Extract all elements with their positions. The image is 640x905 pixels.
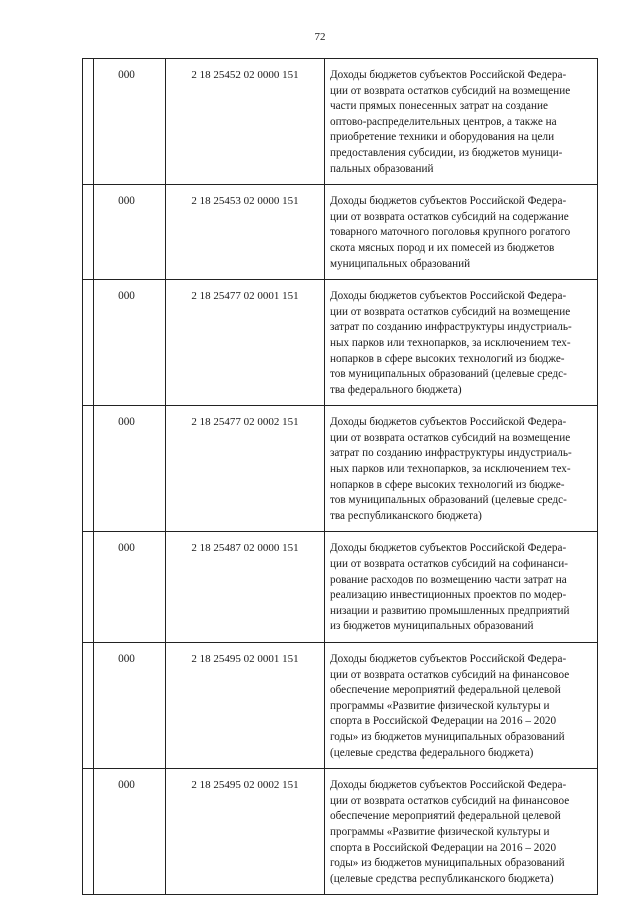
description-line: Доходы бюджетов субъектов Российской Федера- xyxy=(330,416,567,429)
kbk-code-cell: 2 18 25453 02 0000 151 xyxy=(166,185,325,280)
description-line: (целевые средства республиканского бюджета) xyxy=(330,872,554,885)
description-cell xyxy=(325,769,598,895)
table-row xyxy=(83,532,598,643)
description-cell xyxy=(325,643,598,769)
table-row xyxy=(83,406,598,532)
description-line: (целевые средства федерального бюджета) xyxy=(330,746,534,759)
description-line: части прямых понесенных затрат на создание xyxy=(330,100,548,113)
admin-code-cell: 000 xyxy=(94,59,166,185)
table-row xyxy=(83,769,598,895)
kbk-code-cell: 2 18 25477 02 0002 151 xyxy=(166,406,325,532)
description-line: ции от возврата остатков субсидий на финансовое xyxy=(330,794,570,807)
description-line: программы «Развитие физической культуры и xyxy=(330,825,550,838)
blank-cell xyxy=(83,280,94,406)
description-cell xyxy=(325,185,598,280)
description-line: товарного маточного поголовья крупного рогатого xyxy=(330,226,571,239)
kbk-code-cell: 2 18 25495 02 0002 151 xyxy=(166,769,325,895)
description-line: оптово-распределительных центров, а также на xyxy=(330,115,557,128)
description-line: нопарков в сфере высоких технологий из бюдже- xyxy=(330,478,565,491)
admin-code-cell: 000 xyxy=(94,769,166,895)
description-line: тов муниципальных образований (целевые средс- xyxy=(330,494,567,507)
description-line: скота мясных пород и их помесей из бюджетов xyxy=(330,241,555,254)
description-line: пальных образований xyxy=(330,162,434,175)
description-line: Доходы бюджетов субъектов Российской Федера- xyxy=(330,653,567,665)
description-line: тва федерального бюджета) xyxy=(330,383,462,396)
description-line: реализацию инвестиционных проектов по модер- xyxy=(330,589,567,602)
description-line: приобретение техники и оборудования на цели xyxy=(330,131,555,144)
description-cell xyxy=(325,59,598,185)
description-line: спорта в Российской Федерации на 2016 – 2020 xyxy=(330,715,557,728)
table-row xyxy=(83,59,598,185)
description-line: затрат по созданию инфраструктуры индустриаль- xyxy=(330,447,572,460)
description-line: ции от возврата остатков субсидий на возмещение xyxy=(330,305,571,318)
page-number: 72 xyxy=(314,31,326,43)
description-line: затрат по созданию инфраструктуры индустриаль- xyxy=(330,321,572,334)
blank-cell xyxy=(83,769,94,895)
admin-code-cell: 000 xyxy=(94,532,166,643)
description-line: предоставления субсидии, из бюджетов муници- xyxy=(330,146,563,159)
description-line: Доходы бюджетов субъектов Российской Федера- xyxy=(330,69,567,81)
description-line: ции от возврата остатков субсидий на софинанси- xyxy=(330,558,568,571)
blank-cell xyxy=(83,59,94,185)
description-line: обеспечение мероприятий федеральной целевой xyxy=(330,684,561,697)
description-line: обеспечение мероприятий федеральной целевой xyxy=(330,810,561,823)
description-line: из бюджетов муниципальных образований xyxy=(330,620,534,633)
description-cell xyxy=(325,280,598,406)
table-body xyxy=(83,59,598,895)
description-cell xyxy=(325,406,598,532)
description-line: ции от возврата остатков субсидий на содержание xyxy=(330,210,569,223)
blank-cell xyxy=(83,532,94,643)
description-line: рование расходов по возмещению части затрат на xyxy=(330,573,567,586)
blank-cell xyxy=(83,406,94,532)
table-row xyxy=(83,185,598,280)
description-line: тва республиканского бюджета) xyxy=(330,509,482,522)
description-line: низации и развитию промышленных предприятий xyxy=(330,604,570,617)
table-row xyxy=(83,280,598,406)
blank-cell xyxy=(83,185,94,280)
description-line: годы» из бюджетов муниципальных образований xyxy=(330,857,565,870)
description-line: ции от возврата остатков субсидий на возмещение xyxy=(330,84,571,97)
description-line: Доходы бюджетов субъектов Российской Федера- xyxy=(330,290,567,303)
description-line: Доходы бюджетов субъектов Российской Федера- xyxy=(330,195,567,208)
description-line: ции от возврата остатков субсидий на финансовое xyxy=(330,668,570,681)
kbk-code-cell: 2 18 25452 02 0000 151 xyxy=(166,59,325,185)
description-line: ции от возврата остатков субсидий на возмещение xyxy=(330,431,571,444)
kbk-code-cell: 2 18 25487 02 0000 151 xyxy=(166,532,325,643)
description-line: Доходы бюджетов субъектов Российской Федера- xyxy=(330,542,567,555)
description-line: программы «Развитие физической культуры и xyxy=(330,699,550,712)
budget-codes-table xyxy=(82,58,598,895)
description-line: тов муниципальных образований (целевые средс- xyxy=(330,368,567,381)
kbk-code-cell: 2 18 25495 02 0001 151 xyxy=(166,643,325,769)
admin-code-cell: 000 xyxy=(94,280,166,406)
kbk-code-cell: 2 18 25477 02 0001 151 xyxy=(166,280,325,406)
admin-code-cell: 000 xyxy=(94,643,166,769)
admin-code-cell: 000 xyxy=(94,406,166,532)
description-cell xyxy=(325,532,598,643)
description-line: Доходы бюджетов субъектов Российской Федера- xyxy=(330,779,567,792)
description-line: муниципальных образований xyxy=(330,257,471,270)
description-line: спорта в Российской Федерации на 2016 – 2020 xyxy=(330,841,557,854)
description-line: ных парков или технопарков, за исключением тех- xyxy=(330,336,571,349)
blank-cell xyxy=(83,643,94,769)
admin-code-cell: 000 xyxy=(94,185,166,280)
description-line: нопарков в сфере высоких технологий из бюдже- xyxy=(330,352,565,365)
description-line: годы» из бюджетов муниципальных образований xyxy=(330,730,565,743)
description-line: ных парков или технопарков, за исключением тех- xyxy=(330,463,571,476)
table-row xyxy=(83,643,598,769)
